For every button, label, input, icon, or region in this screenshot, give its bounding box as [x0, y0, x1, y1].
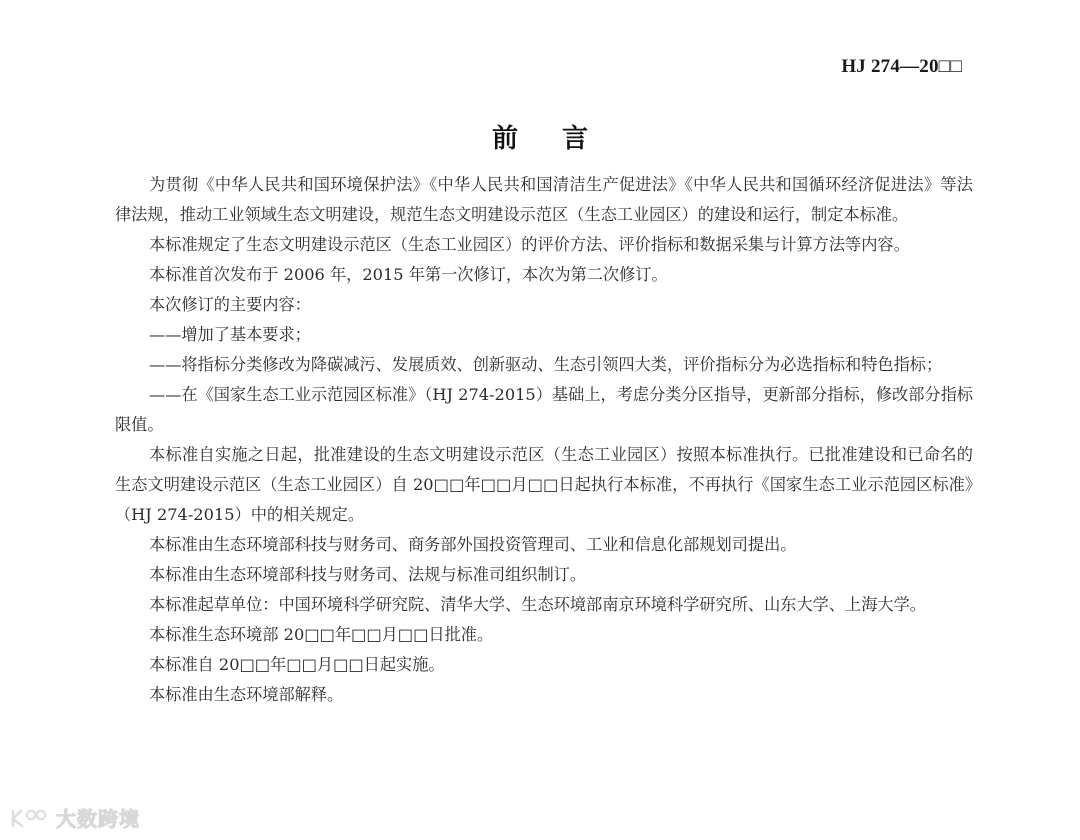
kjoo-logo-icon [10, 807, 50, 829]
paragraph-organizer: 本标准由生态环境部科技与财务司、法规与标准司组织制订。 [149, 565, 587, 584]
paragraph-approval: 本标准生态环境部 20□□年□□月□□日批准。 [149, 625, 494, 644]
revision-item: ——将指标分类修改为降碳减污、发展质效、创新驱动、生态引领四大类，评价指标分为必选指标和特色指标； [149, 355, 943, 374]
paragraph-implementation: 本标准自实施之日起，批准建设的生态文明建设示范区（生态工业园区）按照本标准执行。已批准建设和已命名的生态文明建设示范区（生态工业园区）自 20□□年□□月□□日起执行本标准，不再执行《国家生态工业示范园区标准》（HJ 274-2015）中的相关规定。 [115, 445, 973, 524]
page-title: 前言 [491, 124, 632, 154]
revision-item: ——在《国家生态工业示范园区标准》（HJ 274-2015）基础上，考虑分类分区指导，更新部分指标，修改部分指标限值。 [115, 385, 973, 434]
paragraph-revision-intro: 本次修订的主要内容： [149, 295, 311, 314]
document-body [115, 170, 973, 710]
watermark [10, 803, 140, 832]
paragraph-proposer: 本标准由生态环境部科技与财务司、商务部外国投资管理司、工业和信息化部规划司提出。 [149, 535, 797, 554]
watermark-text: 大数跨境 [56, 807, 140, 831]
paragraph-effective-date: 本标准自 20□□年□□月□□日起实施。 [149, 655, 445, 674]
paragraph-interpretation: 本标准由生态环境部解释。 [149, 685, 344, 704]
paragraph-history: 本标准首次发布于 2006 年，2015 年第一次修订，本次为第二次修订。 [149, 265, 668, 284]
standard-code: HJ 274—20□□ [841, 56, 962, 77]
paragraph-scope: 本标准规定了生态文明建设示范区（生态工业园区）的评价方法、评价指标和数据采集与计算方法等内容。 [149, 235, 910, 254]
paragraph-purpose: 为贯彻《中华人民共和国环境保护法》《中华人民共和国清洁生产促进法》《中华人民共和国循环经济促进法》等法律法规，推动工业领域生态文明建设，规范生态文明建设示范区（生态工业园区）的建设和运行，制定本标准。 [115, 175, 973, 224]
paragraph-drafters: 本标准起草单位：中国环境科学研究院、清华大学、生态环境部南京环境科学研究所、山东大学、上海大学。 [149, 595, 926, 614]
revision-item: ——增加了基本要求； [149, 325, 311, 344]
